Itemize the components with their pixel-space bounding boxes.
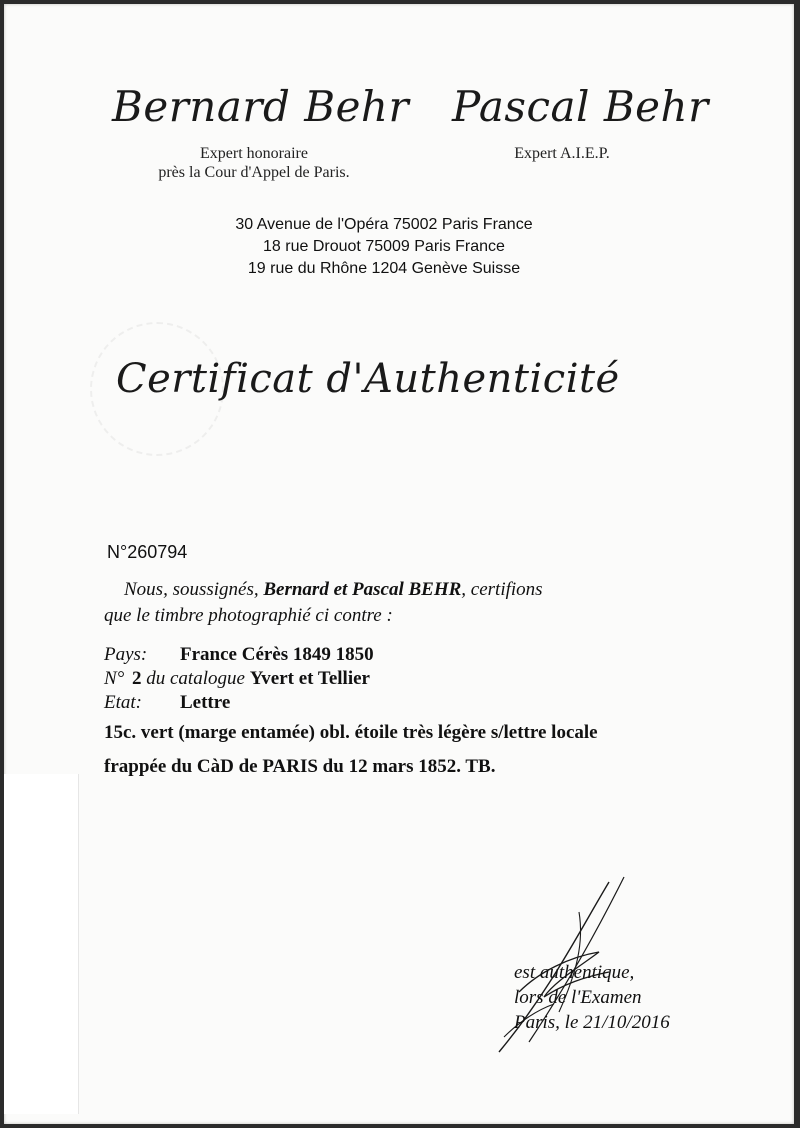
expert-name-right: Pascal Behr <box>452 82 709 131</box>
expert-title-left-line1: Expert honoraire <box>200 145 308 162</box>
etat-row <box>104 692 230 714</box>
pays-label: Pays: <box>104 644 148 665</box>
expert-title-right: Expert A.I.E.P. <box>514 145 610 162</box>
intro-prefix: Nous, soussignés, <box>124 579 259 600</box>
expert-title-left-line2: près la Cour d'Appel de Paris. <box>158 164 350 181</box>
etat-label: Etat: <box>104 692 142 713</box>
address-block <box>204 214 564 280</box>
pays-value: France Cérès 1849 1850 <box>180 644 374 665</box>
closing-line1: est authentique, <box>514 962 635 983</box>
address-line: 19 rue du Rhône 1204 Genève Suisse <box>247 260 521 277</box>
expert-name-left: Bernard Behr <box>112 82 410 131</box>
description-line1: 15c. vert (marge entamée) obl. étoile très légère s/lettre locale <box>104 722 598 743</box>
certificate-number: N°260794 <box>107 542 188 562</box>
certification-intro-line2: que le timbre photographié ci contre : <box>104 605 393 626</box>
intro-names: Bernard et Pascal BEHR <box>263 579 462 600</box>
number-label: N° <box>104 668 125 689</box>
certificate-title: Certificat d'Authenticité <box>116 356 620 402</box>
closing-line2: lors de l'Examen <box>514 987 642 1008</box>
closing-date: Paris, le 21/10/2016 <box>514 1012 670 1033</box>
address-line: 18 rue Drouot 75009 Paris France <box>263 238 505 255</box>
description-line2: frappée du CàD de PARIS du 12 mars 1852. TB. <box>104 756 496 777</box>
address-line: 30 Avenue de l'Opéra 75002 Paris France <box>235 216 533 233</box>
pays-row <box>104 644 374 666</box>
intro-suffix: , certifions <box>461 579 543 600</box>
expert-title-left <box>124 144 384 182</box>
catalogue-number: 2 <box>132 668 142 689</box>
scan-edge-strip <box>4 774 79 1114</box>
catalogue-middle: du catalogue <box>146 668 245 689</box>
catalogue-row <box>104 668 370 690</box>
catalogue-name: Yvert et Tellier <box>249 668 370 689</box>
certificate-sheet <box>4 4 794 1124</box>
certification-intro <box>124 578 543 602</box>
etat-value: Lettre <box>180 692 231 713</box>
